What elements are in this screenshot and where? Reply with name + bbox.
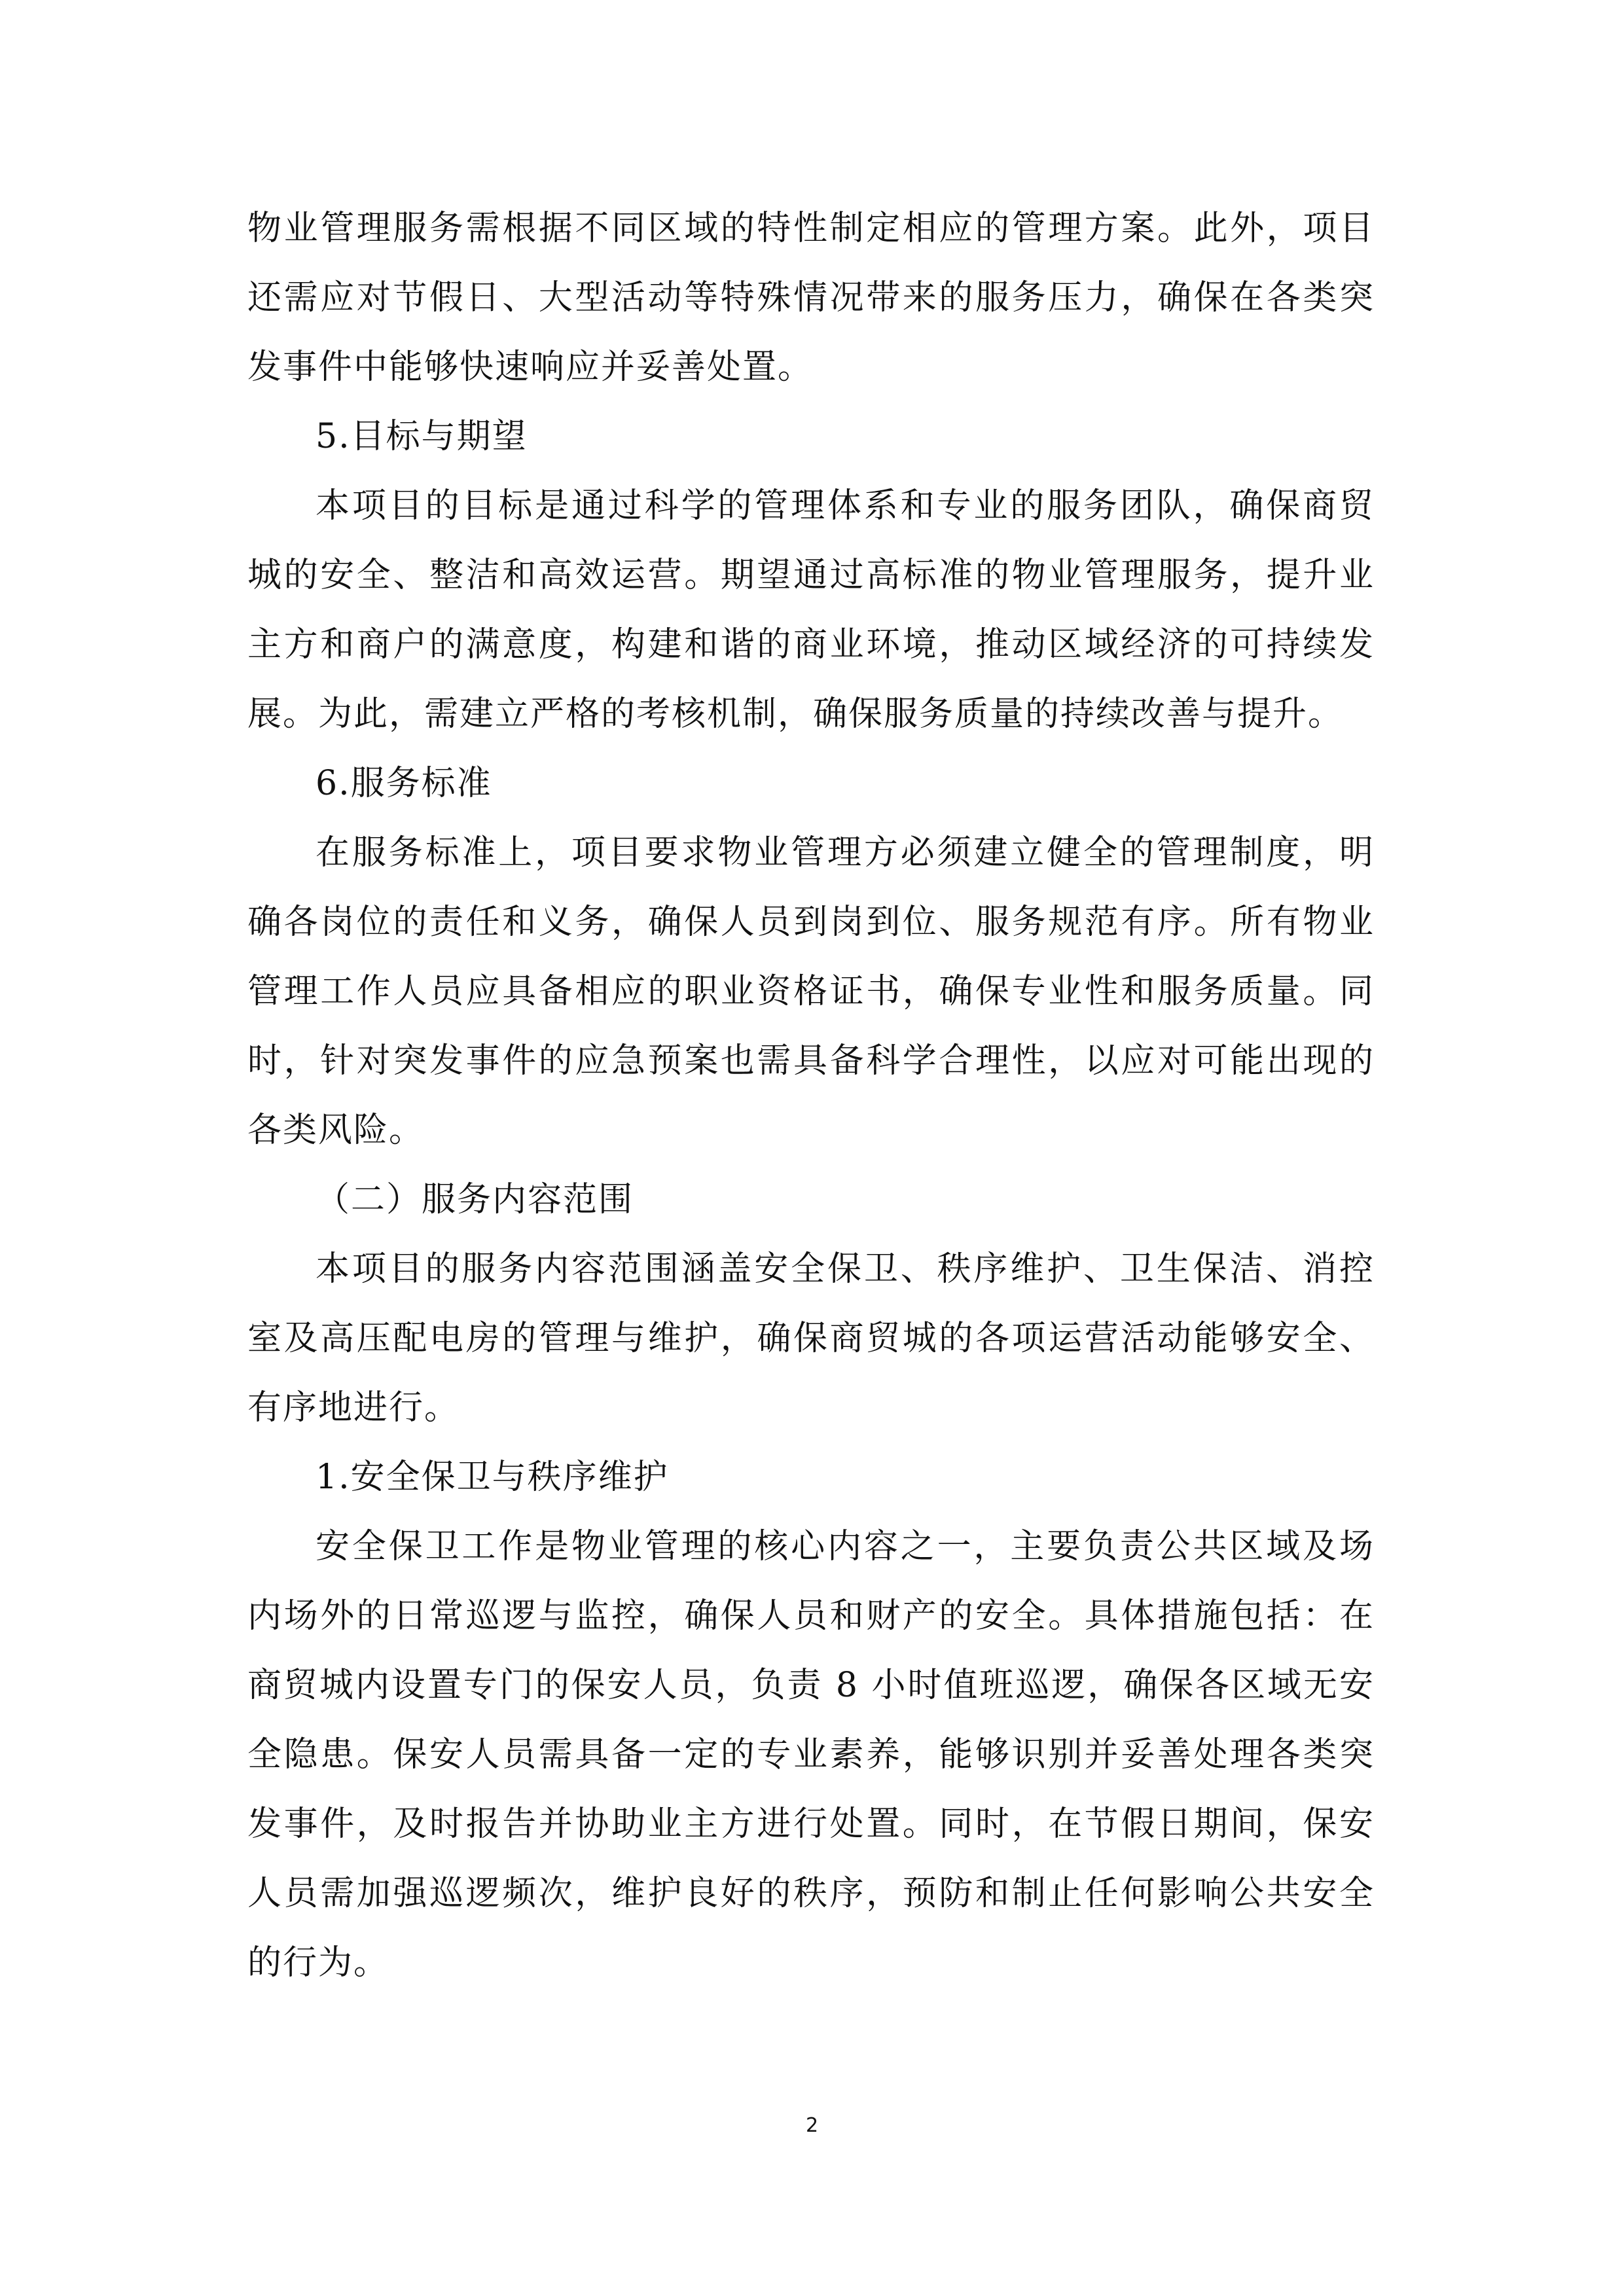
section-heading-standards: 6.服务标准 (316, 764, 492, 803)
section-heading-scope: （二）服务内容范围 (316, 1180, 634, 1219)
paragraph-goals: 本项目的目标是通过科学的管理体系和专业的服务团队，确保商贸城的安全、整洁和高效运营。期望通过高标准的物业管理服务，提升业主方和商户的满意度，构建和谐的商业环境，推动区域经济的可持续发展。为此，需建立严格的考核机制，确保服务质量的持续改善与提升。 (247, 486, 1375, 734)
paragraph-scope: 本项目的服务内容范围涵盖安全保卫、秩序维护、卫生保洁、消控室及高压配电房的管理与维护，确保商贸城的各项运营活动能够安全、有序地进行。 (247, 1249, 1375, 1427)
section-heading-goals: 5.目标与期望 (316, 417, 528, 456)
paragraph-standards: 在服务标准上，项目要求物业管理方必须建立健全的管理制度，明确各岗位的责任和义务，确保人员到岗到位、服务规范有序。所有物业管理工作人员应具备相应的职业资格证书，确保专业性和服务质量。同时，针对突发事件的应急预案也需具备科学合理性，以应对可能出现的各类风险。 (247, 833, 1375, 1150)
page-number: 2 (805, 2114, 819, 2137)
paragraph-continuation: 物业管理服务需根据不同区域的特性制定相应的管理方案。此外，项目还需应对节假日、大型活动等特殊情况带来的服务压力，确保在各类突发事件中能够快速响应并妥善处置。 (247, 209, 1375, 387)
body-text (247, 194, 1375, 1998)
section-heading-security: 1.安全保卫与秩序维护 (316, 1458, 669, 1497)
paragraph-security: 安全保卫工作是物业管理的核心内容之一，主要负责公共区域及场内场外的日常巡逻与监控，确保人员和财产的安全。具体措施包括：在商贸城内设置专门的保安人员，负责 8 小时值班巡逻，确保各区域无安全隐患。保安人员需具备一定的专业素养，能够识别并妥善处理各类突发事件，及时报告并协助业主方进行处置。同时，在节假日期间，保安人员需加强巡逻频次，维护良好的秩序，预防和制止任何影响公共安全的行为。 (247, 1527, 1375, 1982)
